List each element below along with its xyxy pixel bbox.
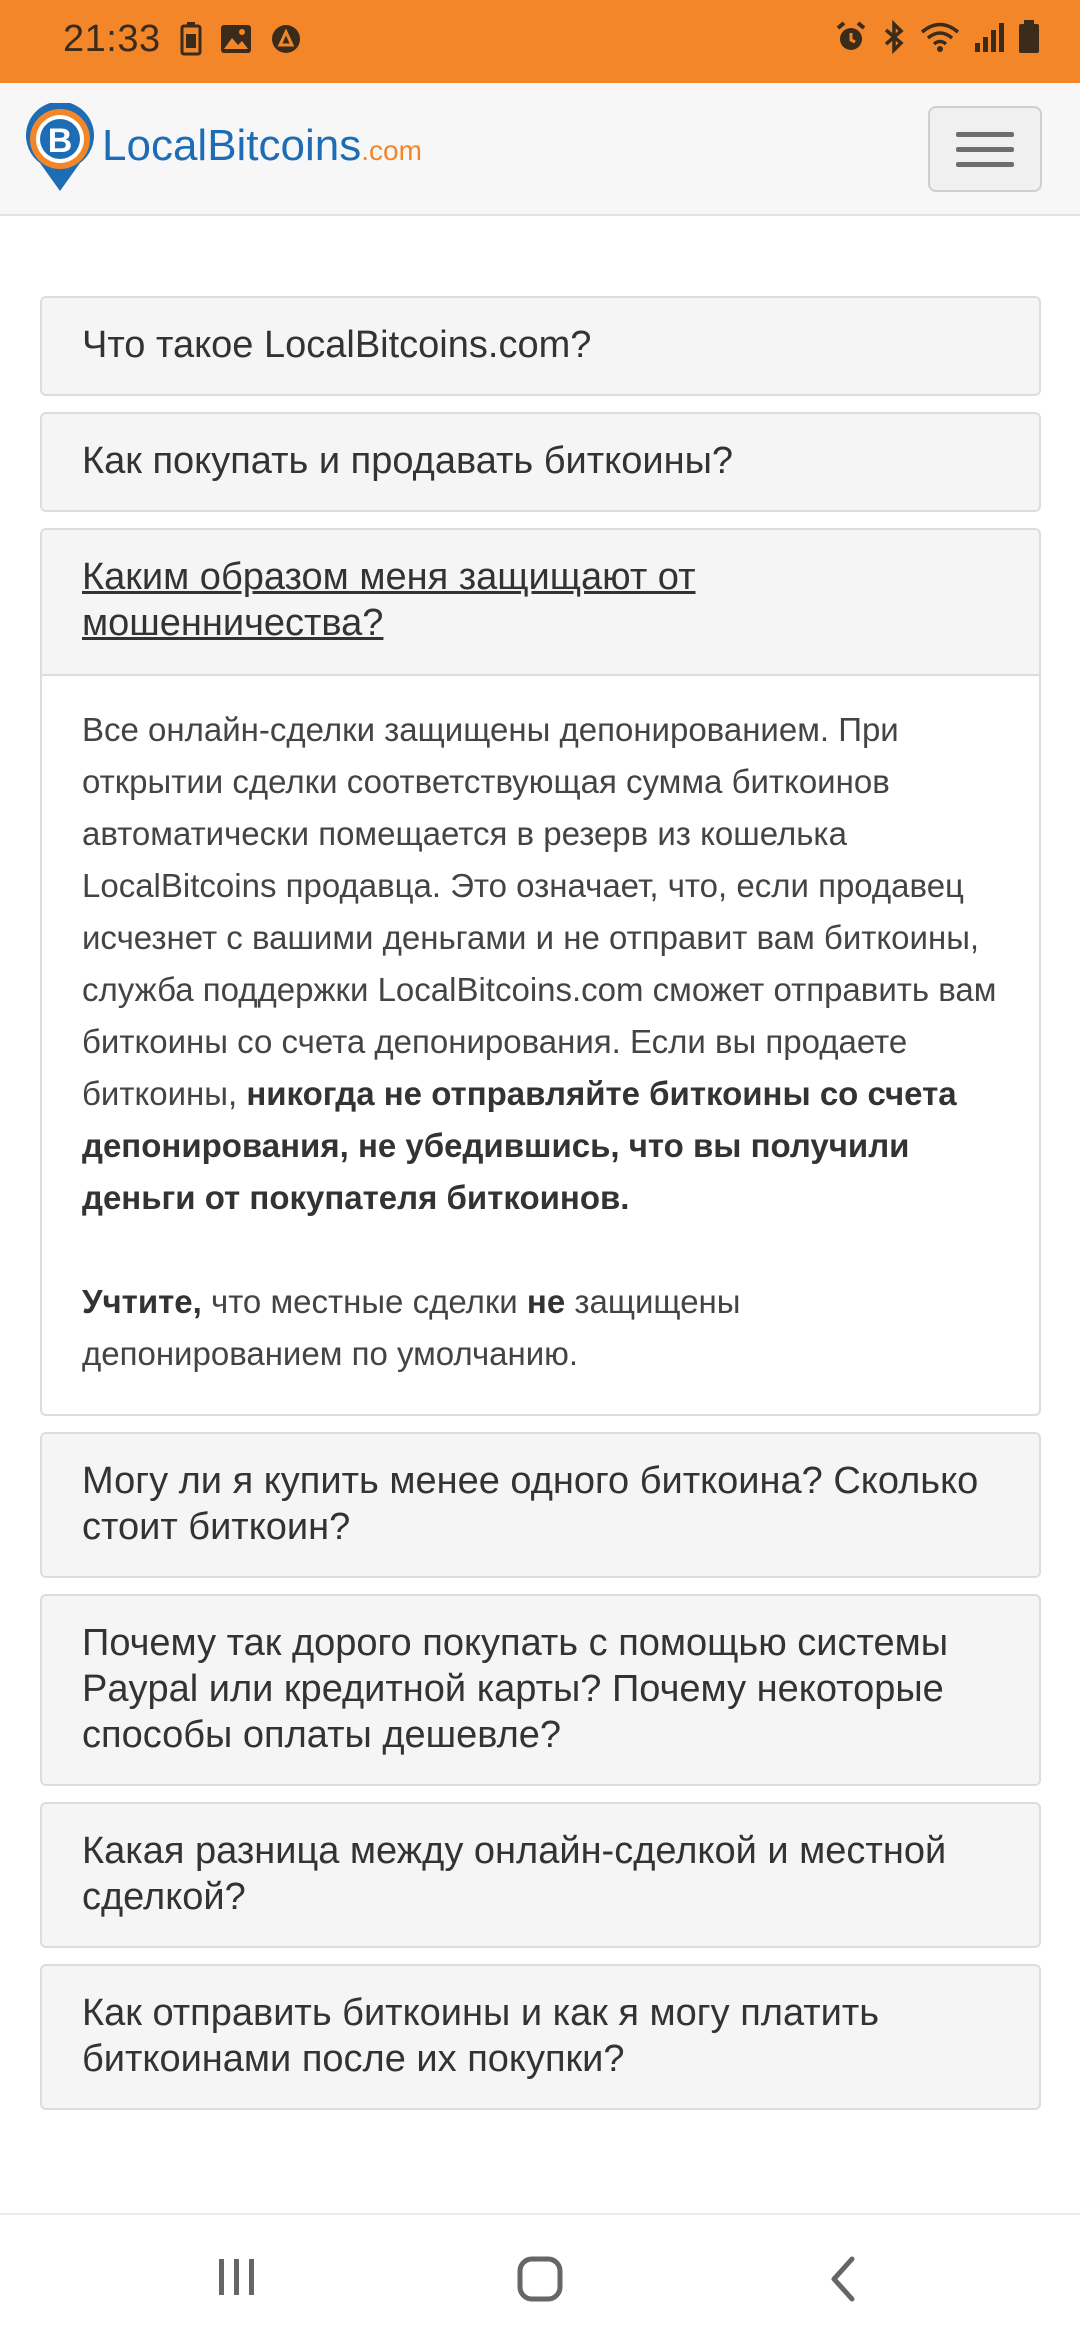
system-nav-bar	[0, 2213, 1080, 2340]
faq-question[interactable]: Что такое LocalBitcoins.com?	[82, 324, 592, 366]
back-icon[interactable]	[826, 2255, 858, 2308]
site-header	[0, 83, 1080, 216]
faq-panel	[40, 1594, 1041, 1786]
logo-name: LocalBitcoins	[102, 120, 362, 170]
logo[interactable]	[24, 103, 422, 198]
faq-question[interactable]: Каким образом меня защищают от мошенничества?	[42, 530, 1039, 676]
note-emphasis: не	[526, 1283, 566, 1320]
note-text: что местные сделки	[201, 1283, 527, 1320]
status-bar	[0, 0, 1080, 83]
faq-panel	[40, 296, 1041, 396]
faq-question[interactable]: Почему так дорого покупать с помощью системы Paypal или кредитной карты? Почему некоторые способы оплаты дешевле?	[82, 1622, 949, 1756]
signal-icon	[974, 21, 1004, 58]
note-text-end: защищены депонированием по умолчанию.	[82, 1283, 741, 1372]
faq-answer-note	[82, 1276, 999, 1380]
faq-accordion	[40, 296, 1041, 2126]
faq-panel	[40, 1802, 1041, 1948]
status-notification-icons	[180, 22, 302, 61]
faq-question[interactable]: Как покупать и продавать биткоины?	[82, 440, 734, 482]
battery-icon	[1018, 20, 1040, 59]
faq-question[interactable]: Как отправить биткоины и как я могу платить биткоинами после их покупки?	[82, 1992, 880, 2080]
faq-question[interactable]: Могу ли я купить менее одного биткоина? Сколько стоит биткоин?	[82, 1460, 979, 1548]
battery-saver-icon	[180, 22, 202, 61]
status-time: 21:33	[63, 18, 161, 60]
logo-suffix: .com	[361, 134, 422, 166]
answer-warning: никогда не отправляйте биткоины со счета депонирования, не убедившись, что вы получили деньги от покупателя биткоинов.	[82, 1075, 957, 1216]
faq-answer-paragraph	[82, 704, 999, 1224]
app-icon	[270, 23, 302, 60]
faq-panel	[40, 1432, 1041, 1578]
gallery-icon	[220, 24, 252, 59]
menu-toggle-button[interactable]	[928, 106, 1042, 192]
status-system-icons	[834, 20, 1040, 59]
logo-text	[102, 121, 422, 171]
faq-panel-expanded	[40, 528, 1041, 1416]
svg-text:B: B	[47, 122, 73, 160]
recent-apps-icon[interactable]	[215, 2255, 259, 2304]
alarm-icon	[834, 20, 868, 59]
hamburger-icon	[956, 132, 1014, 167]
faq-panel	[40, 1964, 1041, 2110]
note-label: Учтите,	[82, 1283, 202, 1320]
answer-text: Все онлайн-сделки защищены депонированием. При открытии сделки соответствующая сумма биткоинов автоматически помещается в резерв из кошелька LocalBitcoins продавца. Это означает, что, если продавец исчезнет с вашими деньгами и не отправит вам биткоины, служба поддержки LocalBitcoins.com сможет отправить вам биткоины со счета депонирования. Если вы продаете биткоины,	[82, 711, 997, 1112]
faq-answer	[42, 676, 1039, 1414]
wifi-icon	[920, 21, 960, 58]
faq-panel	[40, 412, 1041, 512]
home-icon[interactable]	[516, 2255, 564, 2308]
bluetooth-icon	[882, 20, 906, 59]
localbitcoins-logo-icon	[24, 103, 96, 198]
faq-question[interactable]: Какая разница между онлайн-сделкой и местной сделкой?	[82, 1830, 947, 1918]
